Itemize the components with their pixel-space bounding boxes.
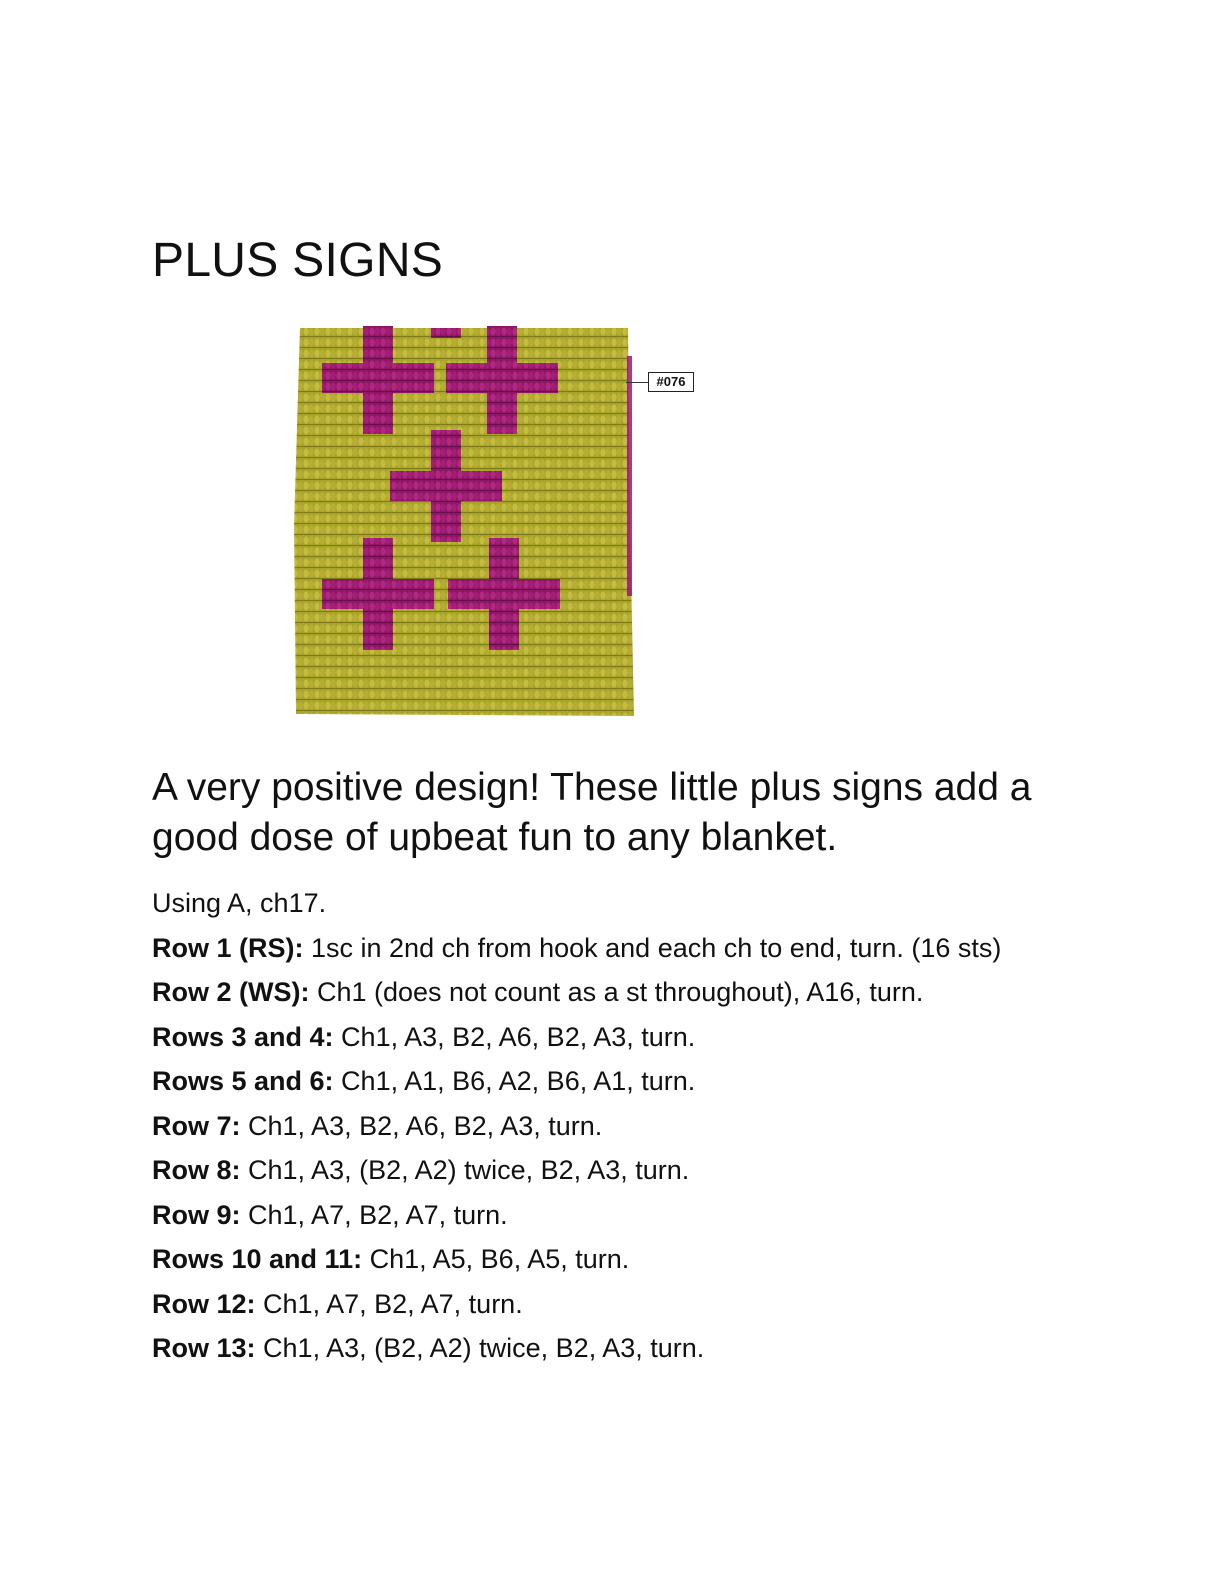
instruction-row (152, 1153, 1052, 1188)
row-label: Row 7: (152, 1110, 241, 1141)
instruction-row (152, 931, 1052, 966)
row-text: Ch1 (does not count as a st throughout), A16, turn. (309, 977, 924, 1007)
pattern-instructions (152, 886, 1052, 1366)
intro-text: A very positive design! These little plus signs add a good dose of upbeat fun to any blanket. (152, 766, 1032, 859)
instruction-row (152, 1242, 1052, 1277)
setup-line: Using A, ch17. (152, 888, 327, 918)
page-title: PLUS SIGNS (152, 234, 444, 287)
row-label: Row 12: (152, 1288, 256, 1319)
instruction-row (152, 1331, 1052, 1366)
plus-sign-partial (431, 328, 461, 338)
row-text: Ch1, A5, B6, A5, turn. (362, 1244, 630, 1274)
row-label: Rows 5 and 6: (152, 1066, 334, 1096)
row-text: Ch1, A3, (B2, A2) twice, B2, A3, turn. (240, 1155, 690, 1185)
row-label: Row 2 (WS): (152, 977, 310, 1007)
row-text: Ch1, A3, B2, A6, B2, A3, turn. (333, 1021, 696, 1052)
row-text: Ch1, A1, B6, A2, B6, A1, turn. (333, 1066, 696, 1096)
instruction-row (152, 1109, 1052, 1144)
swatch-reference-label: #076 (648, 372, 694, 392)
instruction-row (152, 1198, 1052, 1233)
row-label: Row 1 (RS): (152, 932, 304, 963)
crochet-swatch-image (292, 326, 636, 718)
row-label: Row 9: (152, 1199, 241, 1230)
row-text: Ch1, A7, B2, A7, turn. (255, 1288, 523, 1319)
row-label: Rows 10 and 11: (152, 1244, 363, 1274)
instruction-row (152, 1020, 1052, 1055)
instruction-row (152, 1064, 1052, 1099)
row-text: Ch1, A7, B2, A7, turn. (240, 1199, 508, 1230)
swatch-photo (292, 326, 636, 718)
row-list (152, 931, 1052, 1367)
row-label: Row 8: (152, 1155, 241, 1185)
row-label: Row 13: (152, 1333, 256, 1363)
instruction-row (152, 1287, 1052, 1322)
instruction-row (152, 975, 1052, 1010)
row-text: Ch1, A3, (B2, A2) twice, B2, A3, turn. (255, 1333, 705, 1363)
row-text: 1sc in 2nd ch from hook and each ch to end, turn. (16 sts) (303, 932, 1002, 963)
row-label: Rows 3 and 4: (152, 1021, 334, 1052)
swatch-edge-yarn-b (627, 356, 632, 596)
reference-leader-line (626, 382, 648, 383)
row-text: Ch1, A3, B2, A6, B2, A3, turn. (240, 1110, 603, 1141)
